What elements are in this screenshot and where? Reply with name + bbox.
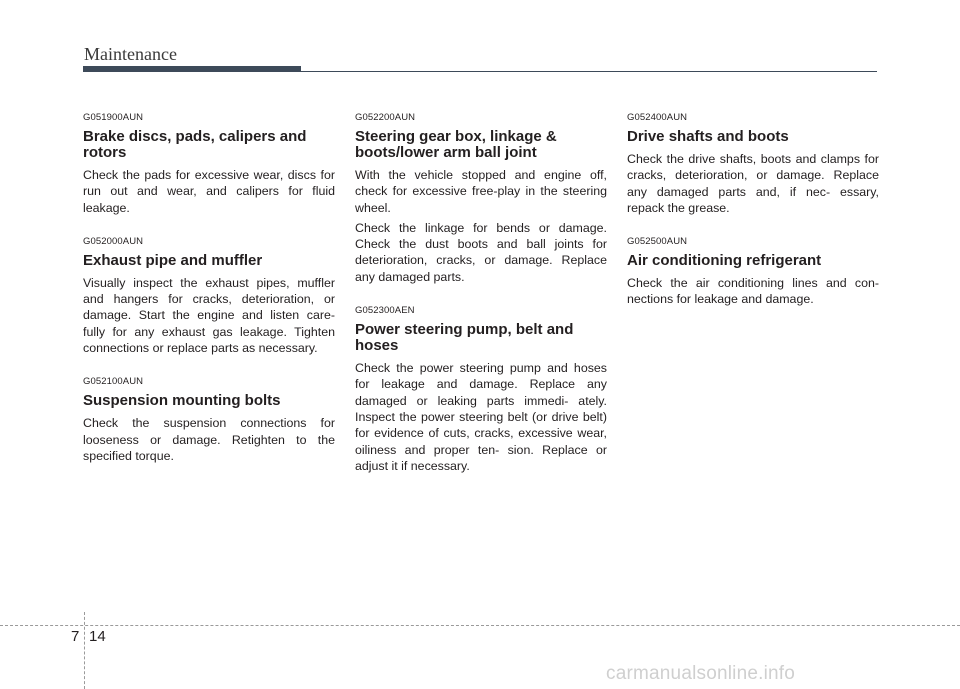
- section-code: G052200AUN: [355, 112, 416, 123]
- section-code: G052100AUN: [83, 376, 144, 388]
- header-rule: [301, 71, 877, 72]
- section-heading: Power steering pump, belt and hoses: [355, 321, 574, 355]
- section-suspension-bolts: [83, 376, 335, 464]
- footer-dashed-divider: [84, 612, 85, 689]
- section-paragraph: Check the power steering pump and hoses for leakage and damage. Replace any damaged or leaking parts immedi- ately. Inspect the power steering belt (or drive belt) for evidence of cuts, cracks, excessive wear, oiliness and proper ten- sion. Replace or adjust it if necessary.: [355, 361, 607, 473]
- section-power-steering-pump: [355, 305, 607, 474]
- section-paragraph: Check the linkage for bends or damage. Check the dust boots and ball joints for deterioration, cracks, or damage. Replace any damaged parts.: [355, 220, 607, 284]
- section-brake-discs: [83, 112, 335, 216]
- header-bar: [83, 66, 301, 72]
- section-code: G051900AUN: [83, 112, 144, 123]
- section-paragraph: Check the pads for excessive wear, discs for run out and wear, and calipers for fluid leakage.: [83, 168, 335, 215]
- watermark: carmanualsonline.info: [606, 663, 796, 684]
- section-paragraph: Visually inspect the exhaust pipes, muffler and hangers for cracks, deterioration, or damage. Start the engine and listen care- fully for any exhaust gas leakage. Tighten connections or replace parts as necessary.: [83, 275, 335, 356]
- section-heading: Steering gear box, linkage & boots/lower arm ball joint: [355, 128, 557, 161]
- section-air-conditioning: [627, 236, 879, 308]
- section-drive-shafts: [627, 112, 879, 216]
- section-paragraph: With the vehicle stopped and engine off, check for excessive free-play in the steering wheel.: [355, 168, 607, 215]
- section-code: G052500AUN: [627, 236, 688, 248]
- section-paragraph: Check the drive shafts, boots and clamps for cracks, deterioration, or damage. Replace any damaged parts and, if nec- essary, repack the grease.: [627, 152, 879, 215]
- column-1: [83, 112, 335, 484]
- section-heading: Brake discs, pads, calipers and rotors: [83, 128, 307, 161]
- page-number: 14: [89, 628, 106, 645]
- section-heading: Drive shafts and boots: [627, 128, 789, 145]
- section-paragraph: Check the air conditioning lines and con- nections for leakage and damage.: [627, 276, 879, 307]
- section-steering-gear-box: [355, 112, 607, 285]
- footer-dashed-rule: [0, 625, 960, 626]
- section-paragraph: Check the suspension connections for looseness or damage. Retighten to the specified torque.: [83, 416, 335, 463]
- column-2: [355, 112, 607, 494]
- column-3: [627, 112, 879, 328]
- section-heading: Exhaust pipe and muffler: [83, 251, 263, 269]
- chapter-number: 7: [71, 628, 80, 645]
- section-heading: Air conditioning refrigerant: [627, 252, 822, 270]
- section-code: G052400AUN: [627, 112, 688, 123]
- section-code: G052300AEN: [355, 305, 415, 317]
- section-code: G052000AUN: [83, 235, 144, 247]
- section-exhaust-pipe: [83, 236, 335, 356]
- section-heading: Suspension mounting bolts: [83, 392, 281, 410]
- page-title: Maintenance: [84, 44, 177, 64]
